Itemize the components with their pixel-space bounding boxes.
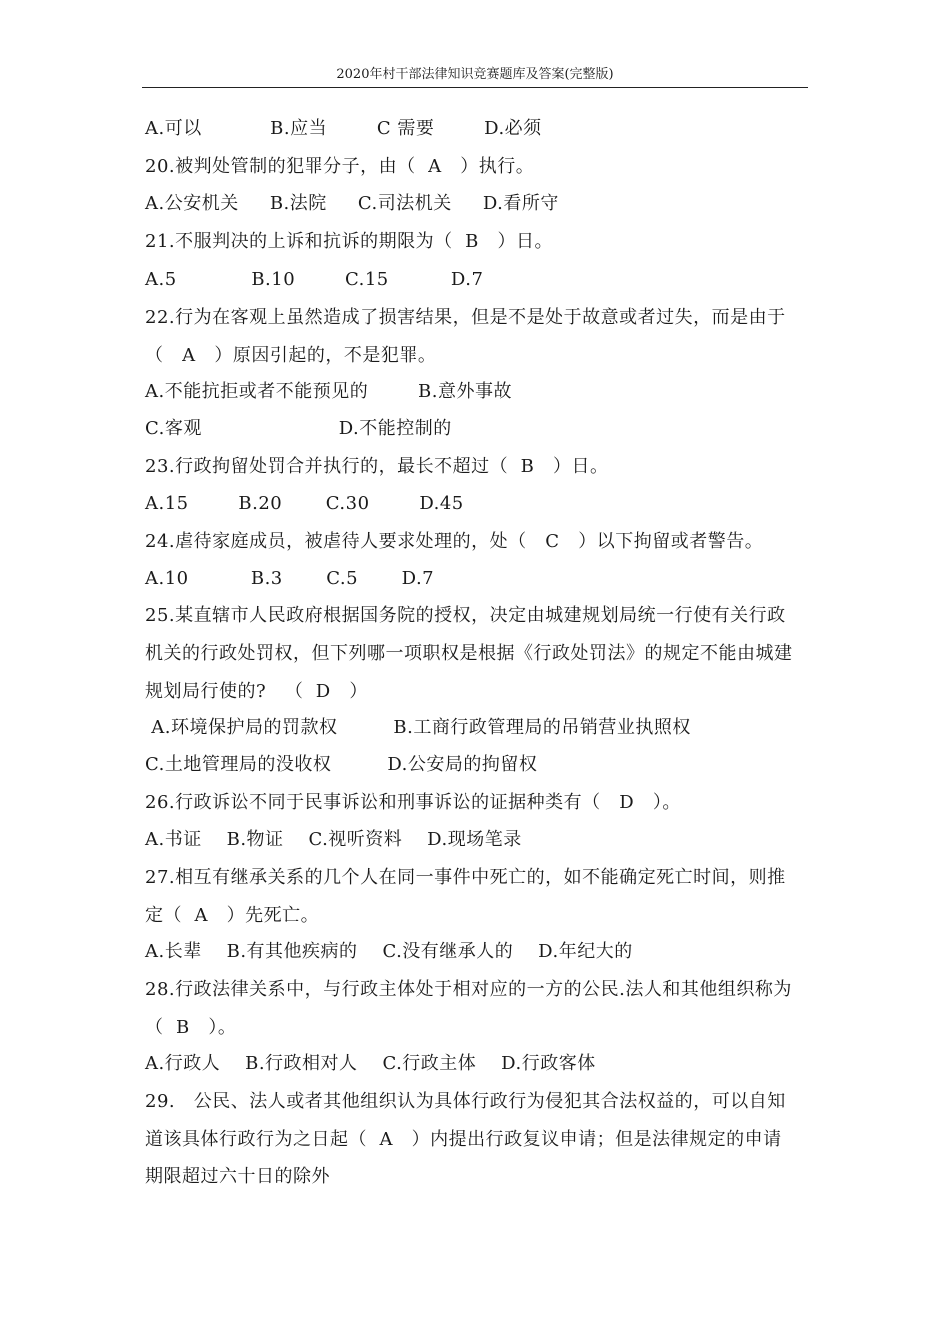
question-25-cont: 机关的行政处罚权，但下列哪一项职权是根据《行政处罚法》的规定不能由城建 xyxy=(145,643,793,664)
header-divider xyxy=(142,87,808,88)
answer-options-q23: A.15 B.20 C.30 D.45 xyxy=(145,493,464,514)
question-28-cont: （ B ）。 xyxy=(145,1017,237,1038)
question-25-cont-2: 规划局行使的? （ D ） xyxy=(145,681,368,702)
answer-options-q22-c: C.客观 D.不能控制的 xyxy=(145,418,452,439)
question-29-cont: 道该具体行政行为之日起（ A ）内提出行政复议申请；但是法律规定的申请 xyxy=(145,1129,782,1150)
question-24: 24.虐待家庭成员，被虐待人要求处理的，处（ C ）以下拘留或者警告。 xyxy=(145,531,764,552)
answer-options-q26: A.书证 B.物证 C.视听资料 D.现场笔录 xyxy=(145,829,522,850)
question-23: 23.行政拘留处罚合并执行的，最长不超过（ B ）日。 xyxy=(145,456,609,477)
question-22-cont: （ A ）原因引起的，不是犯罪。 xyxy=(145,345,437,366)
question-29-cont-2: 期限超过六十日的除外 xyxy=(145,1166,330,1187)
question-29: 29. 公民、法人或者其他组织认为具体行政行为侵犯其合法权益的，可以自知 xyxy=(145,1091,786,1112)
answer-options-q24: A.10 B.3 C.5 D.7 xyxy=(145,568,435,589)
question-27: 27.相互有继承关系的几个人在同一事件中死亡的，如不能确定死亡时间，则推 xyxy=(145,867,786,888)
answer-options-q19: A.可以 B.应当 C 需要 D.必须 xyxy=(145,118,542,139)
question-22: 22.行为在客观上虽然造成了损害结果，但是不是处于故意或者过失，而是由于 xyxy=(145,307,786,328)
question-25: 25.某直辖市人民政府根据国务院的授权，决定由城建规划局统一行使有关行政 xyxy=(145,605,786,626)
answer-options-q25-a: A.环境保护局的罚款权 B.工商行政管理局的吊销营业执照权 xyxy=(145,717,691,738)
question-20: 20.被判处管制的犯罪分子，由（ A ）执行。 xyxy=(145,156,535,177)
answer-options-q27: A.长辈 B.有其他疾病的 C.没有继承人的 D.年纪大的 xyxy=(145,941,633,962)
answer-options-q25-c: C.土地管理局的没收权 D.公安局的拘留权 xyxy=(145,754,538,775)
answer-options-q28: A.行政人 B.行政相对人 C.行政主体 D.行政客体 xyxy=(145,1053,596,1074)
answer-options-q22-a: A.不能抗拒或者不能预见的 B.意外事故 xyxy=(145,381,512,402)
answer-options-q21: A.5 B.10 C.15 D.7 xyxy=(145,269,484,290)
question-26: 26.行政诉讼不同于民事诉讼和刑事诉讼的证据种类有（ D ）。 xyxy=(145,792,681,813)
page-header-title: 2020年村干部法律知识竞赛题库及答案(完整版) xyxy=(336,67,614,82)
question-21: 21.不服判决的上诉和抗诉的期限为（ B ）日。 xyxy=(145,231,553,252)
question-28: 28.行政法律关系中，与行政主体处于相对应的一方的公民.法人和其他组织称为 xyxy=(145,979,792,1000)
answer-options-q20: A.公安机关 B.法院 C.司法机关 D.看所守 xyxy=(145,193,559,214)
question-27-cont: 定（ A ）先死亡。 xyxy=(145,905,320,926)
